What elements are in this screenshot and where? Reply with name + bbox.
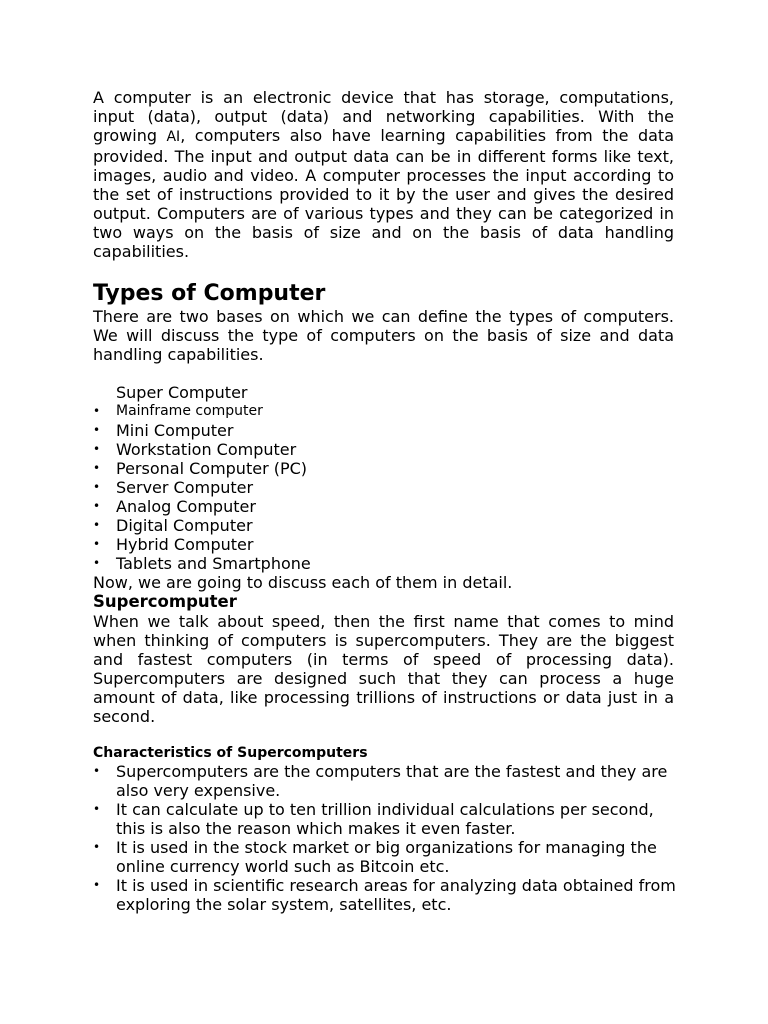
list-item (93, 838, 676, 876)
bullet-icon: • (93, 499, 101, 513)
list-item (93, 421, 674, 440)
characteristics-heading: Characteristics of Supercomputers (93, 745, 368, 761)
discuss-line: Now, we are going to discuss each of them in detail. (93, 573, 513, 592)
list-item (93, 478, 674, 497)
bullet-icon: • (93, 764, 101, 778)
list-item-label: Digital Computer (116, 516, 253, 535)
list-item (93, 762, 676, 800)
list-item-label: It can calculate up to ten trillion individual calculations per second, this is also the reason which makes it even faster. (116, 800, 654, 838)
bullet-icon: • (93, 556, 101, 570)
list-item (93, 535, 674, 554)
list-item-label: Hybrid Computer (116, 535, 254, 554)
list-item-label: Personal Computer (PC) (116, 459, 308, 478)
list-item-label: Mini Computer (116, 421, 234, 440)
supercomputer-heading: Supercomputer (93, 592, 237, 611)
list-item-label: Supercomputers are the computers that are the fastest and they are also very expensive. (116, 762, 668, 800)
list-item (93, 383, 674, 402)
supercomputer-paragraph: When we talk about speed, then the first name that comes to mind when thinking of computers is supercomputers. They are the biggest and fastest computers (in terms of speed of processing data). Supercomputers are designed such that they can process a huge amount of data, like processing trillions of instructions or data just in a second. (93, 612, 674, 726)
list-item (93, 497, 674, 516)
list-item (93, 440, 674, 459)
list-item-label: Tablets and Smartphone (116, 554, 311, 573)
intro-rest-text: , computers also have learning capabilities from the data provided. The input and output data can be in different forms like text, images, audio and video. A computer processes the input according to the set of instructions provided to it by the user and gives the desired output. Computers are of various types and they can be categorized in two ways on the basis of size and on the basis of data handling capabilities. (93, 126, 674, 261)
intro-ai-term: AI (166, 129, 181, 145)
list-item (93, 402, 674, 421)
types-heading: Types of Computer (93, 281, 326, 306)
bullet-icon: • (93, 442, 101, 456)
bullet-icon: • (93, 518, 101, 532)
bullet-icon: • (93, 537, 101, 551)
types-list (93, 383, 674, 573)
list-item (93, 554, 674, 573)
bullet-icon: • (93, 480, 101, 494)
bullet-icon: • (93, 423, 101, 437)
document-page (93, 88, 674, 914)
bullet-icon: • (93, 878, 101, 892)
list-item (93, 876, 676, 914)
bullet-icon: • (93, 802, 101, 816)
list-item-label: Server Computer (116, 478, 254, 497)
list-item-label: Workstation Computer (116, 440, 297, 459)
list-item-label: It is used in scientific research areas for analyzing data obtained from exploring the solar system, satellites, etc. (116, 876, 676, 914)
list-item (93, 800, 676, 838)
characteristics-list (93, 762, 674, 914)
list-item-label: Analog Computer (116, 497, 256, 516)
bullet-icon: • (93, 404, 101, 418)
bullet-icon: • (93, 461, 101, 475)
list-item (93, 516, 674, 535)
types-intro-paragraph: There are two bases on which we can define the types of computers. We will discuss the type of computers on the basis of size and data handling capabilities. (93, 307, 674, 364)
bullet-icon: • (93, 840, 101, 854)
intro-text: A computer is an electronic device that has storage, computations, input (data), output (data) and networking capabilities. With the growing (93, 88, 674, 145)
list-item-label: Mainframe computer (116, 403, 263, 419)
list-item (93, 459, 674, 478)
list-item-label: It is used in the stock market or big organizations for managing the online currency world such as Bitcoin etc. (116, 838, 657, 876)
list-item-label: Super Computer (116, 383, 248, 402)
intro-paragraph (93, 88, 674, 261)
